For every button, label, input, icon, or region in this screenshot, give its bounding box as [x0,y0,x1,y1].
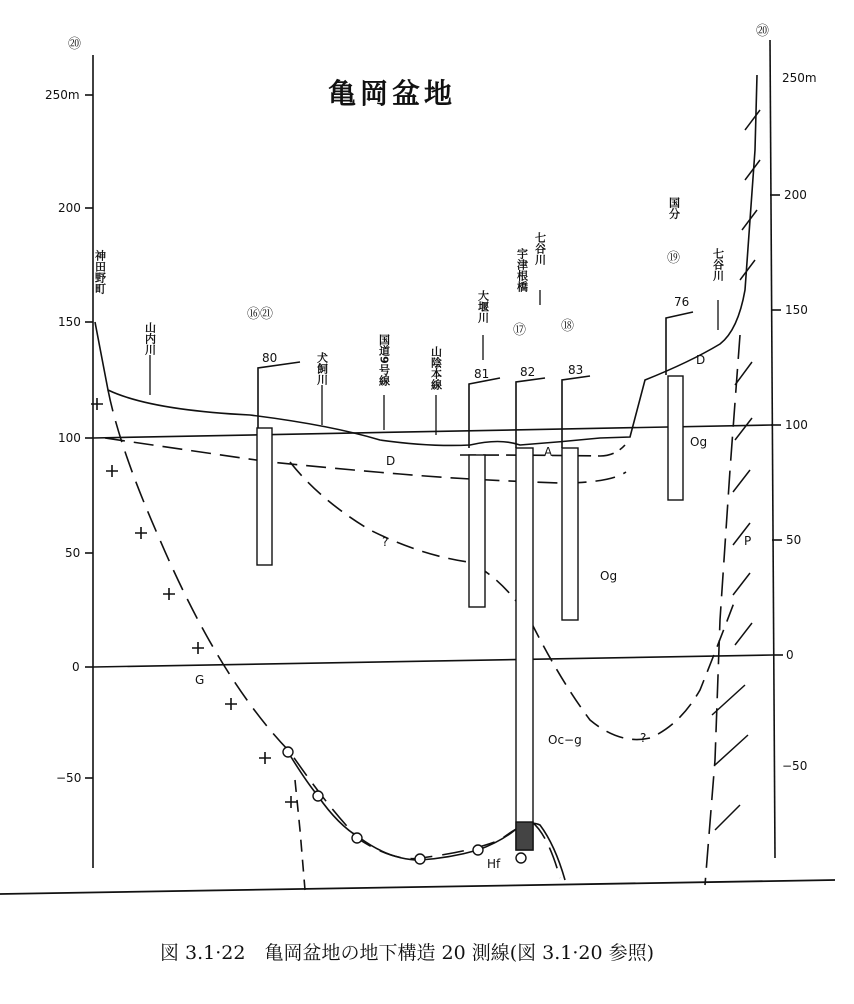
unit-label-og: Og [600,569,618,583]
reference-line-0m [93,655,773,667]
left-tick-label: 0 [72,660,80,674]
right-tick-label: 100 [785,418,808,432]
label-nanatani-2: 七谷川 [711,248,725,281]
figure-caption: 図 3.1·22 亀岡盆地の地下構造 20 測線(図 3.1·20 参照) [160,942,655,964]
section-marker-right: ⑳ [756,24,770,39]
borehole-number: 82 [520,365,536,379]
figure-title: 亀岡盆地 [328,77,457,110]
unit-label-og: Og [690,435,708,449]
borehole-number: 81 [474,367,490,381]
right-tick-label: 200 [784,188,807,202]
unknown-boundary-mark: ? [382,535,389,549]
right-tick-label: −50 [782,759,808,773]
label-nanatani-1: 七谷川 [533,232,547,265]
label-utsune: 宇津根橋 [515,248,529,292]
left-tick-label: 200 [58,201,81,215]
label-sanin: 山陰本線 [429,346,443,390]
right-tick-label: 50 [786,533,802,547]
borehole-marker: ⑱ [561,319,575,334]
left-tick-label: 50 [65,546,81,560]
unit-label-p: P [744,534,752,548]
label-oizeki: 大堰川 [476,290,490,323]
unit-label-ocg: Oc−g [548,733,582,747]
unit-label-d: D [696,353,706,367]
unknown-boundary-mark: ? [640,731,647,745]
borehole-marker: ⑰ [513,323,527,338]
basement-boundary [108,390,560,878]
label-route9: 国道9号線 [377,334,391,386]
label-kandano: 神田野町 [93,250,107,294]
ground-surface [95,75,757,445]
right-tick-label: 0 [786,648,794,662]
unit-label-g: G [195,673,205,687]
borehole-number: 80 [262,351,278,365]
borehole-marker: ⑯㉑ [247,307,274,322]
left-tick-label: 150 [58,315,81,329]
right-axis-line [770,40,775,858]
borehole-number: 83 [568,363,584,377]
label-inukai: 犬飼川 [315,352,329,385]
right-tick-label: 150 [785,303,808,317]
right-axis-top-label: 250m [782,71,817,85]
section-marker-left: ⑳ [68,37,82,52]
left-axis-top-label: 250m [45,88,80,102]
unit-label-hf: Hf [487,857,501,871]
unit-label-d: D [386,454,396,468]
label-kokubu: 国分 [667,197,681,219]
left-tick-label: −50 [56,771,82,785]
unit-label-a: A [544,445,553,459]
borehole-marker: ⑲ [667,251,681,266]
borehole-number: 76 [674,295,690,309]
left-tick-label: 100 [58,431,81,445]
base-line [0,880,835,894]
label-yamauchi: 山内川 [143,322,157,355]
